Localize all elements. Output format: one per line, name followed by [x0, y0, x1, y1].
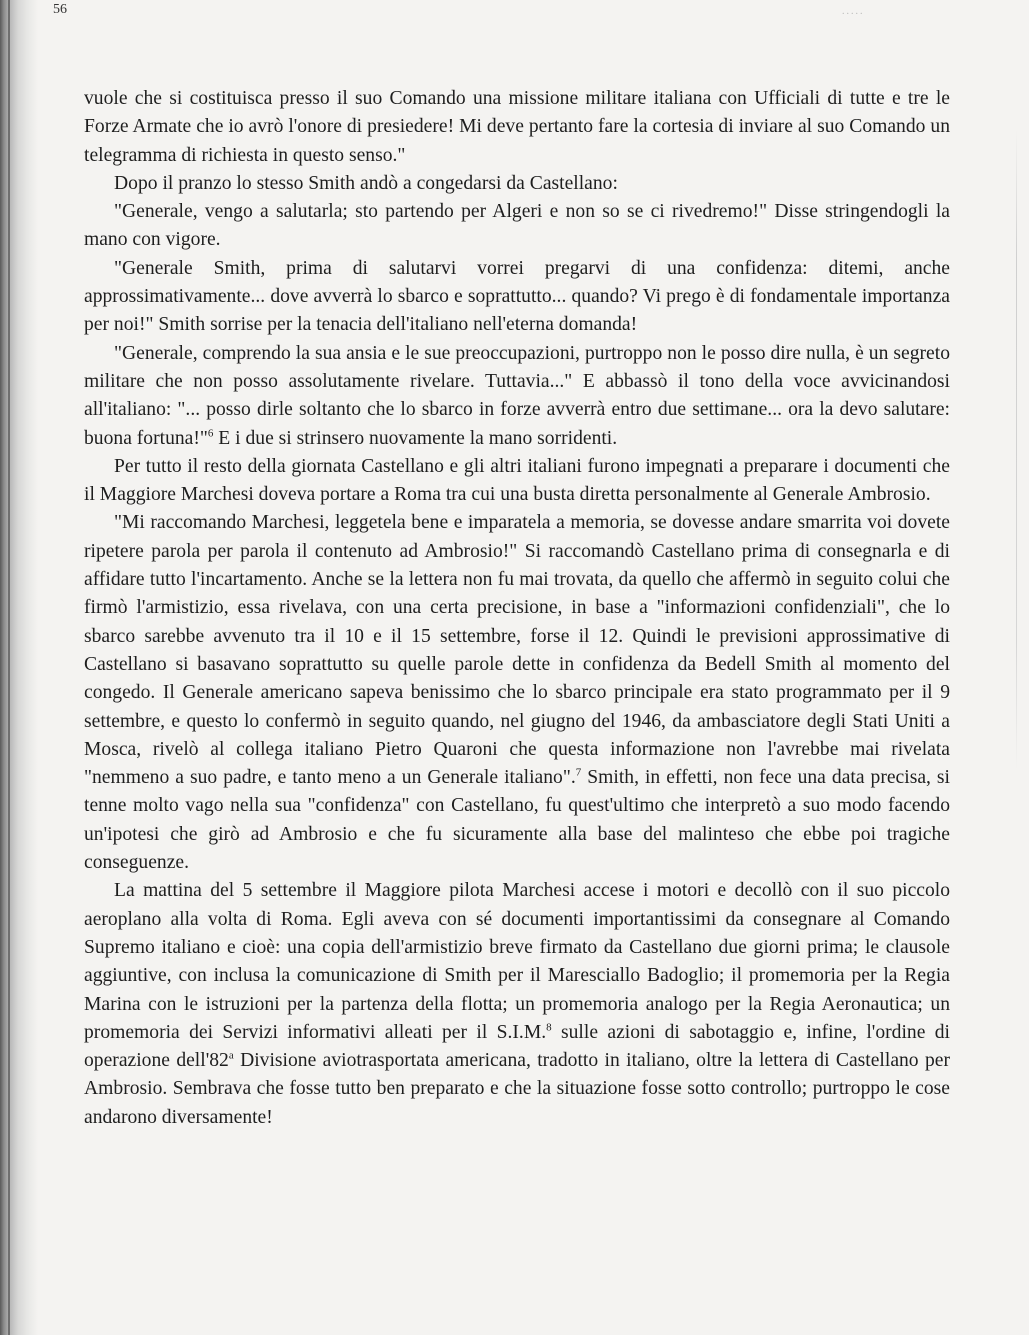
paragraph-text: sulle azioni di sabotaggio e, infine, l'ordine di operazione dell'82	[84, 1021, 950, 1072]
paragraph-text: E i due si strinsero nuovamente la mano sorridenti.	[213, 427, 618, 449]
ordinal-marker: a	[228, 1049, 234, 1062]
scan-mark: .....	[842, 6, 865, 17]
paragraph-text: Per tutto il resto della giornata Castellano e gli altri italiani furono impegnati a preparare i documenti che il Maggiore Marchesi doveva portare a Roma tra cui una busta diretta personalmente al Generale Ambrosio.	[84, 455, 950, 506]
footnote-marker: 8	[546, 1021, 552, 1034]
paragraph-text: "Generale, vengo a salutarla; sto partendo per Algeri e non so se ci rivedremo!" Disse stringendogli la mano con vigore.	[84, 201, 950, 251]
paragraph-text: La mattina del 5 settembre il Maggiore pilota Marchesi accese i motori e decollò con il suo piccolo aeroplano alla volta di Roma. Egli aveva con sé documenti importantissimi da consegnare al Comando Supremo italiano e cioè: una copia dell'armistizio breve firmato da Castellano due giorni prima; le clausole aggiuntive, con inclusa la comunicazione di Smith per il Maresciallo Badoglio; il promemoria per la Regia Marina con le istruzioni per la partenza della flotta; un promemoria analogo per la Regia Aeronautica; un promemoria dei Servizi informativi alleati per il S.I.M.	[84, 880, 950, 1043]
paragraph-text: Dopo il pranzo lo stesso Smith andò a congedarsi da Castellano:	[114, 172, 618, 194]
paragraph	[84, 453, 950, 510]
binding-line	[8, 0, 10, 1335]
paragraph-text: vuole che si costituisca presso il suo Comando una missione militare italiana con Ufficiali di tutte e tre le Forze Armate che io avrò l'onore di presiedere! Mi deve pertanto fare la cortesia di inviare al suo Comando un telegramma di richiesta in questo senso."	[84, 88, 950, 166]
footnote-marker: 7	[575, 766, 582, 779]
paragraph-text: "Generale Smith, prima di salutarvi vorrei pregarvi di una confidenza: ditemi, anche approssimativamente... dove avverrà lo sbarco e soprattutto... quando? Vi prego è di fondamentale importanza per noi!" Smith sorrise per la tenacia dell'italiano nell'eterna domanda!	[84, 257, 950, 336]
paragraph	[84, 170, 950, 198]
body-text	[84, 85, 950, 1132]
scan-edge-shadow	[1016, 130, 1017, 770]
paragraph	[84, 255, 950, 340]
paragraph	[84, 85, 950, 170]
binding-gutter	[0, 0, 38, 1335]
footnote-marker: 6	[207, 427, 214, 440]
paragraph-text: Divisione aviotrasportata americana, tradotto in italiano, oltre la lettera di Castellano per Ambrosio. Sembrava che fosse tutto ben preparato e che la situazione fosse sotto controllo; purtroppo le cose andarono diversamente!	[84, 1050, 950, 1128]
paragraph	[84, 877, 950, 1132]
paragraph-text: "Mi raccomando Marchesi, leggetela bene e imparatela a memoria, se dovesse andare smarrita voi dovete ripetere parola per parola il contenuto ad Ambrosio!" Si raccomandò Castellano prima di consegnarla e di affidare tutto l'incartamento. Anche se la lettera non fu mai trovata, da quello che affermò in seguito colui che firmò l'armistizio, essa rivelava, con una certa precisione, in base a "informazioni confidenziali", che lo sbarco sarebbe avvenuto tra il 10 e il 15 settembre, forse il 12. Quindi le previsioni approssimative di Castellano si basavano soprattutto su quelle parole dette in confidenza da Bedell Smith al momento del congedo. Il Generale americano sapeva benissimo che lo sbarco principale era stato programmato per il 9 settembre, e questo lo confermò in seguito quando, nel giugno del 1946, da ambasciatore degli Stati Uniti a Mosca, rivelò al collega italiano Pietro Quaroni che questa informazione non l'avrebbe mai rivelata "nemmeno a suo padre, e tanto meno a un Generale italiano".	[84, 512, 950, 789]
paragraph-text: Smith, in effetti, non fece una data precisa, si tenne molto vago nella sua "confidenza" con Castellano, fu quest'ultimo che interpretò a suo modo facendo un'ipotesi che girò ad Ambrosio e che fu sicuramente alla base del malinteso che ebbe poi tragiche conseguenze.	[84, 767, 950, 874]
paragraph	[84, 198, 950, 255]
paragraph	[84, 509, 950, 877]
paragraph-text: "Generale, comprendo la sua ansia e le sue preoccupazioni, purtroppo non le posso dire nulla, è un segreto militare che non posso assolutamente rivelare. Tuttavia..." E abbassò il tono della voce avvicinandosi all'italiano: "... posso dirle soltanto che lo sbarco in forze avverrà entro due settimane... ora la devo salutare: buona fortuna!"	[84, 342, 950, 449]
paragraph	[84, 340, 950, 453]
page-number: 56	[53, 2, 67, 17]
